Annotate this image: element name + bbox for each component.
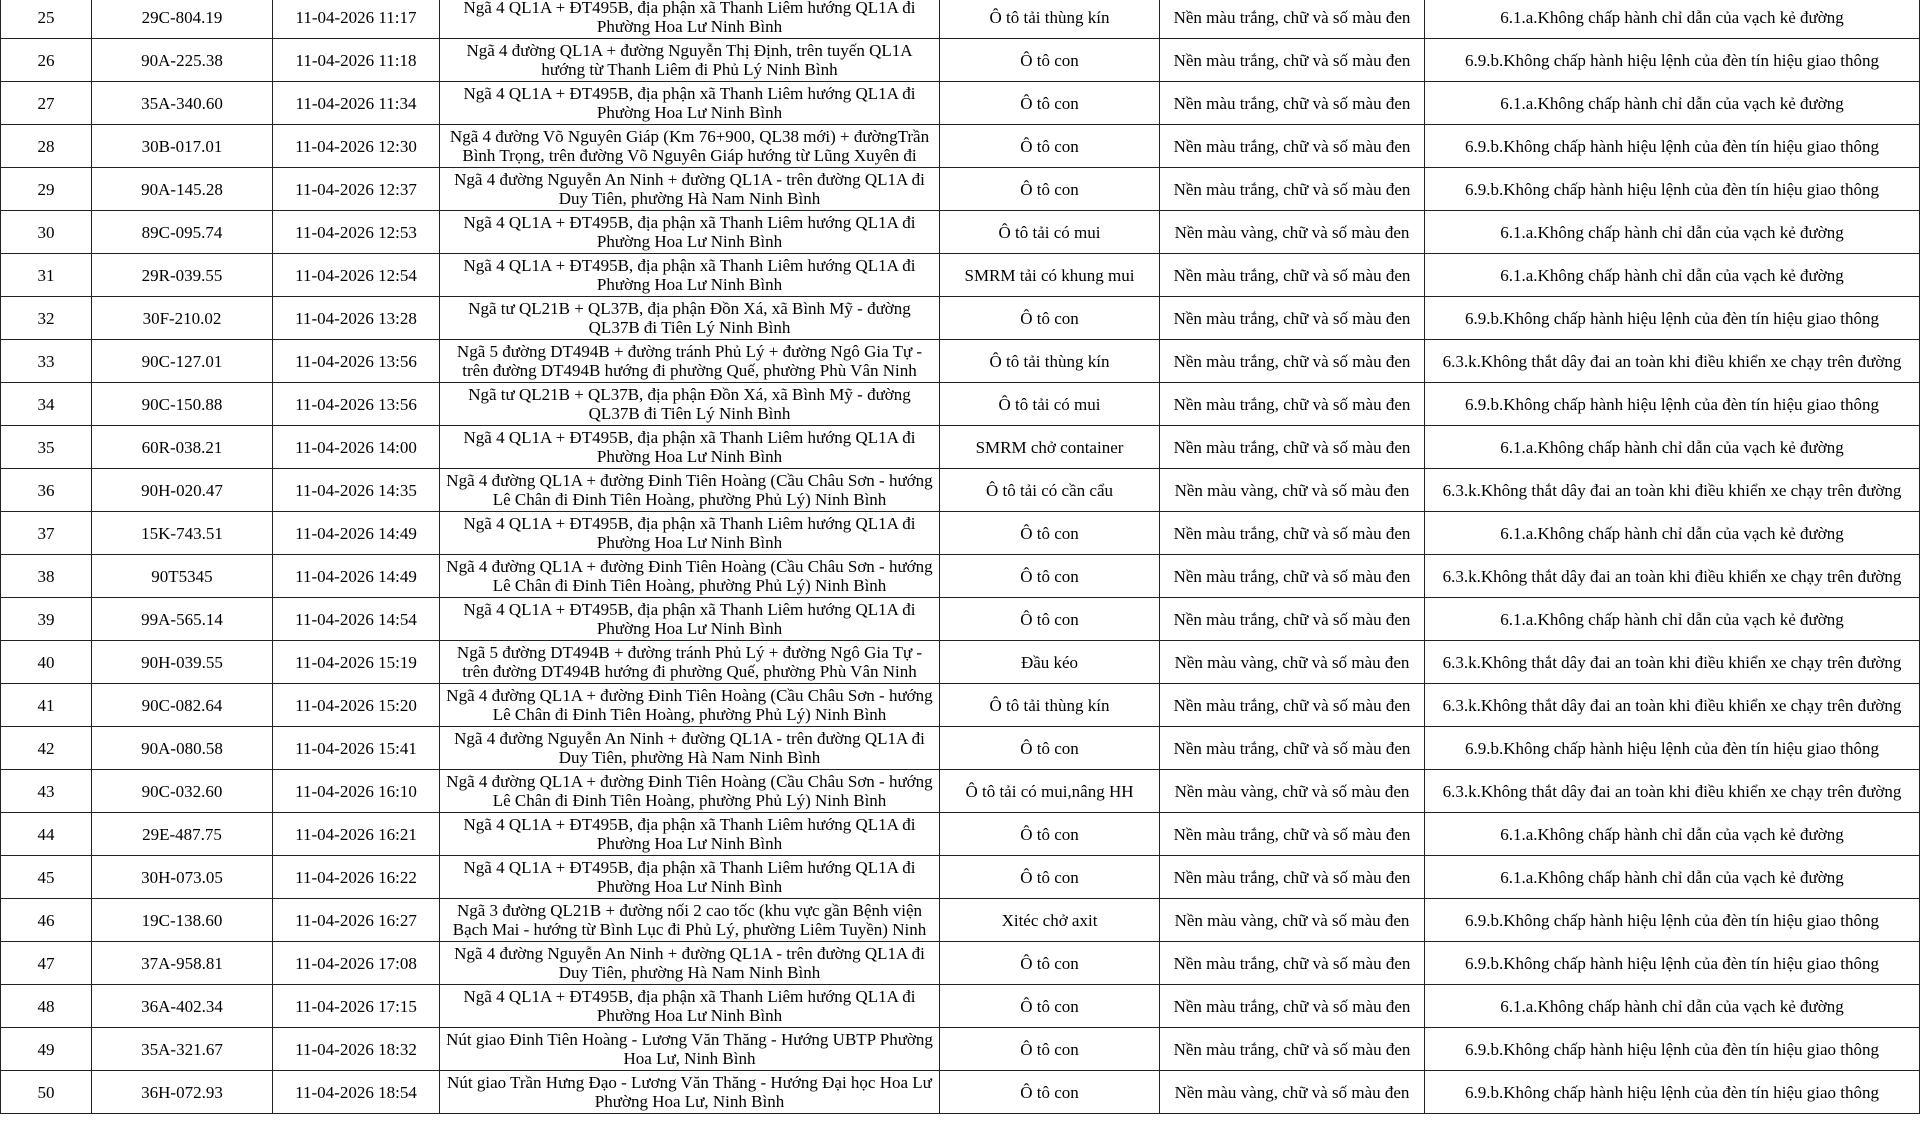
cell-timestamp: 11-04-2026 18:54: [273, 1071, 440, 1114]
cell-stt: 33: [1, 340, 92, 383]
table-row: [1, 469, 1920, 512]
cell-location: Ngã 4 QL1A + ĐT495B, địa phận xã Thanh Liêm hướng QL1A đi Phường Hoa Lư Ninh Bình: [440, 813, 940, 856]
cell-plate-color: Nền màu trắng, chữ và số màu đen: [1160, 684, 1425, 727]
cell-location: Ngã 5 đường DT494B + đường tránh Phủ Lý + đường Ngô Gia Tự - trên đường DT494B hướng đi phường Quế, phường Phù Vân Ninh: [440, 641, 940, 684]
cell-stt: 32: [1, 297, 92, 340]
cell-timestamp: 11-04-2026 15:41: [273, 727, 440, 770]
cell-violation: 6.1.a.Không chấp hành chỉ dẫn của vạch kẻ đường: [1425, 856, 1920, 899]
cell-vehicle-type: Ô tô tải thùng kín: [940, 684, 1160, 727]
cell-vehicle-type: SMRM chở container: [940, 426, 1160, 469]
cell-timestamp: 11-04-2026 16:27: [273, 899, 440, 942]
cell-timestamp: 11-04-2026 16:21: [273, 813, 440, 856]
cell-plate-color: Nền màu vàng, chữ và số màu đen: [1160, 211, 1425, 254]
cell-vehicle-type: Ô tô con: [940, 125, 1160, 168]
table-row: [1, 0, 1920, 39]
cell-vehicle-type: Đầu kéo: [940, 641, 1160, 684]
cell-violation: 6.9.b.Không chấp hành hiệu lệnh của đèn tín hiệu giao thông: [1425, 1071, 1920, 1114]
cell-vehicle-type: Ô tô tải thùng kín: [940, 0, 1160, 39]
cell-plate-color: Nền màu trắng, chữ và số màu đen: [1160, 942, 1425, 985]
cell-timestamp: 11-04-2026 14:54: [273, 598, 440, 641]
cell-stt: 34: [1, 383, 92, 426]
cell-stt: 29: [1, 168, 92, 211]
cell-location: Ngã 4 QL1A + ĐT495B, địa phận xã Thanh Liêm hướng QL1A đi Phường Hoa Lư Ninh Bình: [440, 512, 940, 555]
cell-violation: 6.9.b.Không chấp hành hiệu lệnh của đèn tín hiệu giao thông: [1425, 168, 1920, 211]
cell-plate-number: 90C-032.60: [92, 770, 273, 813]
cell-plate-number: 90H-039.55: [92, 641, 273, 684]
cell-vehicle-type: SMRM tải có khung mui: [940, 254, 1160, 297]
cell-vehicle-type: Ô tô con: [940, 1071, 1160, 1114]
cell-plate-color: Nền màu trắng, chữ và số màu đen: [1160, 727, 1425, 770]
table-row: [1, 598, 1920, 641]
cell-vehicle-type: Ô tô con: [940, 1028, 1160, 1071]
table-row: [1, 512, 1920, 555]
table-row: [1, 727, 1920, 770]
cell-vehicle-type: Ô tô con: [940, 856, 1160, 899]
cell-location: Ngã 4 QL1A + ĐT495B, địa phận xã Thanh Liêm hướng QL1A đi Phường Hoa Lư Ninh Bình: [440, 856, 940, 899]
cell-location: Ngã 4 QL1A + ĐT495B, địa phận xã Thanh Liêm hướng QL1A đi Phường Hoa Lư Ninh Bình: [440, 598, 940, 641]
table-row: [1, 684, 1920, 727]
cell-location: Ngã 4 đường Nguyễn An Ninh + đường QL1A - trên đường QL1A đi Duy Tiên, phường Hà Nam Ninh Bình: [440, 942, 940, 985]
cell-location: Ngã 4 đường QL1A + đường Đinh Tiên Hoàng (Cầu Châu Sơn - hướng Lê Chân đi Đinh Tiên Hoàng, phường Phủ Lý) Ninh Bình: [440, 684, 940, 727]
cell-timestamp: 11-04-2026 13:56: [273, 340, 440, 383]
cell-location: Ngã 4 QL1A + ĐT495B, địa phận xã Thanh Liêm hướng QL1A đi Phường Hoa Lư Ninh Bình: [440, 426, 940, 469]
cell-stt: 26: [1, 39, 92, 82]
cell-location: Nút giao Trần Hưng Đạo - Lương Văn Thăng - Hướng Đại học Hoa Lư Phường Hoa Lư, Ninh Bình: [440, 1071, 940, 1114]
cell-stt: 25: [1, 0, 92, 39]
cell-stt: 39: [1, 598, 92, 641]
table-body: [1, 0, 1920, 1114]
cell-plate-number: 30B-017.01: [92, 125, 273, 168]
cell-vehicle-type: Ô tô con: [940, 985, 1160, 1028]
cell-location: Ngã 4 đường QL1A + đường Nguyễn Thị Định, trên tuyến QL1A hướng từ Thanh Liêm đi Phủ Lý Ninh Bình: [440, 39, 940, 82]
cell-plate-number: 30F-210.02: [92, 297, 273, 340]
cell-plate-number: 90A-145.28: [92, 168, 273, 211]
cell-vehicle-type: Ô tô con: [940, 82, 1160, 125]
cell-plate-color: Nền màu trắng, chữ và số màu đen: [1160, 426, 1425, 469]
table-row: [1, 125, 1920, 168]
cell-plate-color: Nền màu vàng, chữ và số màu đen: [1160, 641, 1425, 684]
cell-plate-color: Nền màu vàng, chữ và số màu đen: [1160, 1071, 1425, 1114]
cell-violation: 6.1.a.Không chấp hành chỉ dẫn của vạch kẻ đường: [1425, 426, 1920, 469]
cell-location: Ngã 4 QL1A + ĐT495B, địa phận xã Thanh Liêm hướng QL1A đi Phường Hoa Lư Ninh Bình: [440, 254, 940, 297]
table-row: [1, 770, 1920, 813]
cell-timestamp: 11-04-2026 12:53: [273, 211, 440, 254]
cell-plate-number: 19C-138.60: [92, 899, 273, 942]
cell-violation: 6.9.b.Không chấp hành hiệu lệnh của đèn tín hiệu giao thông: [1425, 899, 1920, 942]
cell-plate-color: Nền màu trắng, chữ và số màu đen: [1160, 555, 1425, 598]
cell-timestamp: 11-04-2026 12:30: [273, 125, 440, 168]
cell-vehicle-type: Ô tô con: [940, 512, 1160, 555]
cell-stt: 36: [1, 469, 92, 512]
cell-violation: 6.9.b.Không chấp hành hiệu lệnh của đèn tín hiệu giao thông: [1425, 125, 1920, 168]
cell-timestamp: 11-04-2026 17:08: [273, 942, 440, 985]
cell-violation: 6.1.a.Không chấp hành chỉ dẫn của vạch kẻ đường: [1425, 512, 1920, 555]
cell-stt: 42: [1, 727, 92, 770]
cell-violation: 6.1.a.Không chấp hành chỉ dẫn của vạch kẻ đường: [1425, 598, 1920, 641]
cell-plate-number: 60R-038.21: [92, 426, 273, 469]
cell-timestamp: 11-04-2026 11:34: [273, 82, 440, 125]
cell-stt: 45: [1, 856, 92, 899]
cell-location: Ngã 4 QL1A + ĐT495B, địa phận xã Thanh Liêm hướng QL1A đi Phường Hoa Lư Ninh Bình: [440, 985, 940, 1028]
cell-plate-color: Nền màu trắng, chữ và số màu đen: [1160, 39, 1425, 82]
cell-plate-color: Nền màu trắng, chữ và số màu đen: [1160, 168, 1425, 211]
cell-plate-number: 90A-225.38: [92, 39, 273, 82]
cell-vehicle-type: Ô tô con: [940, 813, 1160, 856]
cell-violation: 6.1.a.Không chấp hành chỉ dẫn của vạch kẻ đường: [1425, 82, 1920, 125]
cell-violation: 6.1.a.Không chấp hành chỉ dẫn của vạch kẻ đường: [1425, 985, 1920, 1028]
table-row: [1, 426, 1920, 469]
cell-timestamp: 11-04-2026 11:18: [273, 39, 440, 82]
table-row: [1, 1071, 1920, 1114]
cell-plate-color: Nền màu trắng, chữ và số màu đen: [1160, 254, 1425, 297]
cell-plate-number: 90C-127.01: [92, 340, 273, 383]
cell-plate-number: 99A-565.14: [92, 598, 273, 641]
cell-location: Ngã 4 đường Nguyễn An Ninh + đường QL1A - trên đường QL1A đi Duy Tiên, phường Hà Nam Ninh Bình: [440, 168, 940, 211]
cell-stt: 46: [1, 899, 92, 942]
cell-plate-color: Nền màu trắng, chữ và số màu đen: [1160, 856, 1425, 899]
cell-violation: 6.1.a.Không chấp hành chỉ dẫn của vạch kẻ đường: [1425, 254, 1920, 297]
cell-violation: 6.3.k.Không thắt dây đai an toàn khi điều khiển xe chạy trên đường: [1425, 684, 1920, 727]
cell-stt: 37: [1, 512, 92, 555]
cell-vehicle-type: Xitéc chở axit: [940, 899, 1160, 942]
cell-vehicle-type: Ô tô tải có mui: [940, 211, 1160, 254]
cell-stt: 41: [1, 684, 92, 727]
cell-stt: 43: [1, 770, 92, 813]
table-row: [1, 985, 1920, 1028]
cell-plate-color: Nền màu trắng, chữ và số màu đen: [1160, 512, 1425, 555]
cell-timestamp: 11-04-2026 12:37: [273, 168, 440, 211]
cell-plate-number: 36H-072.93: [92, 1071, 273, 1114]
cell-plate-number: 36A-402.34: [92, 985, 273, 1028]
cell-stt: 28: [1, 125, 92, 168]
cell-timestamp: 11-04-2026 18:32: [273, 1028, 440, 1071]
cell-violation: 6.9.b.Không chấp hành hiệu lệnh của đèn tín hiệu giao thông: [1425, 383, 1920, 426]
cell-location: Ngã 4 QL1A + ĐT495B, địa phận xã Thanh Liêm hướng QL1A đi Phường Hoa Lư Ninh Bình: [440, 0, 940, 39]
cell-vehicle-type: Ô tô tải thùng kín: [940, 340, 1160, 383]
cell-timestamp: 11-04-2026 14:49: [273, 512, 440, 555]
cell-vehicle-type: Ô tô con: [940, 555, 1160, 598]
cell-stt: 38: [1, 555, 92, 598]
cell-timestamp: 11-04-2026 13:28: [273, 297, 440, 340]
table-row: [1, 168, 1920, 211]
table-row: [1, 39, 1920, 82]
cell-plate-number: 35A-340.60: [92, 82, 273, 125]
cell-stt: 44: [1, 813, 92, 856]
cell-plate-color: Nền màu trắng, chữ và số màu đen: [1160, 598, 1425, 641]
table-row: [1, 1028, 1920, 1071]
cell-timestamp: 11-04-2026 14:49: [273, 555, 440, 598]
cell-timestamp: 11-04-2026 11:17: [273, 0, 440, 39]
table-row: [1, 856, 1920, 899]
table-row: [1, 942, 1920, 985]
cell-vehicle-type: Ô tô con: [940, 598, 1160, 641]
table-row: [1, 211, 1920, 254]
cell-location: Ngã 4 QL1A + ĐT495B, địa phận xã Thanh Liêm hướng QL1A đi Phường Hoa Lư Ninh Bình: [440, 211, 940, 254]
cell-plate-color: Nền màu trắng, chữ và số màu đen: [1160, 297, 1425, 340]
cell-violation: 6.9.b.Không chấp hành hiệu lệnh của đèn tín hiệu giao thông: [1425, 39, 1920, 82]
cell-vehicle-type: Ô tô con: [940, 168, 1160, 211]
table-row: [1, 254, 1920, 297]
cell-violation: 6.3.k.Không thắt dây đai an toàn khi điều khiển xe chạy trên đường: [1425, 555, 1920, 598]
cell-vehicle-type: Ô tô con: [940, 297, 1160, 340]
cell-location: Ngã 4 đường Nguyễn An Ninh + đường QL1A - trên đường QL1A đi Duy Tiên, phường Hà Nam Ninh Bình: [440, 727, 940, 770]
cell-plate-color: Nền màu trắng, chữ và số màu đen: [1160, 1028, 1425, 1071]
cell-timestamp: 11-04-2026 15:20: [273, 684, 440, 727]
cell-timestamp: 11-04-2026 16:22: [273, 856, 440, 899]
cell-timestamp: 11-04-2026 16:10: [273, 770, 440, 813]
table-row: [1, 555, 1920, 598]
cell-stt: 31: [1, 254, 92, 297]
cell-plate-color: Nền màu trắng, chữ và số màu đen: [1160, 82, 1425, 125]
cell-stt: 27: [1, 82, 92, 125]
table-row: [1, 899, 1920, 942]
cell-location: Nút giao Đinh Tiên Hoàng - Lương Văn Thăng - Hướng UBTP Phường Hoa Lư, Ninh Bình: [440, 1028, 940, 1071]
cell-location: Ngã 4 đường Võ Nguyên Giáp (Km 76+900, QL38 mới) + đườngTrần Bình Trọng, trên đường Võ Nguyên Giáp hướng từ Lũng Xuyên đi: [440, 125, 940, 168]
cell-vehicle-type: Ô tô con: [940, 942, 1160, 985]
cell-violation: 6.3.k.Không thắt dây đai an toàn khi điều khiển xe chạy trên đường: [1425, 340, 1920, 383]
cell-plate-number: 29R-039.55: [92, 254, 273, 297]
cell-stt: 47: [1, 942, 92, 985]
cell-violation: 6.9.b.Không chấp hành hiệu lệnh của đèn tín hiệu giao thông: [1425, 942, 1920, 985]
cell-location: Ngã 3 đường QL21B + đường nối 2 cao tốc (khu vực gần Bệnh viện Bạch Mai - hướng từ Bình Lục đi Phủ Lý, phường Liêm Tuyền) Ninh: [440, 899, 940, 942]
table-row: [1, 82, 1920, 125]
cell-stt: 35: [1, 426, 92, 469]
cell-timestamp: 11-04-2026 14:35: [273, 469, 440, 512]
cell-plate-color: Nền màu vàng, chữ và số màu đen: [1160, 899, 1425, 942]
cell-plate-number: 90A-080.58: [92, 727, 273, 770]
cell-plate-number: 30H-073.05: [92, 856, 273, 899]
cell-plate-number: 90T5345: [92, 555, 273, 598]
cell-stt: 48: [1, 985, 92, 1028]
cell-violation: 6.1.a.Không chấp hành chỉ dẫn của vạch kẻ đường: [1425, 211, 1920, 254]
cell-timestamp: 11-04-2026 17:15: [273, 985, 440, 1028]
cell-violation: 6.3.k.Không thắt dây đai an toàn khi điều khiển xe chạy trên đường: [1425, 641, 1920, 684]
cell-vehicle-type: Ô tô tải có mui,nâng HH: [940, 770, 1160, 813]
cell-violation: 6.3.k.Không thắt dây đai an toàn khi điều khiển xe chạy trên đường: [1425, 469, 1920, 512]
table-row: [1, 383, 1920, 426]
cell-timestamp: 11-04-2026 12:54: [273, 254, 440, 297]
cell-violation: 6.9.b.Không chấp hành hiệu lệnh của đèn tín hiệu giao thông: [1425, 297, 1920, 340]
cell-plate-color: Nền màu trắng, chữ và số màu đen: [1160, 985, 1425, 1028]
cell-location: Ngã 4 đường QL1A + đường Đinh Tiên Hoàng (Cầu Châu Sơn - hướng Lê Chân đi Đinh Tiên Hoàng, phường Phủ Lý) Ninh Bình: [440, 555, 940, 598]
cell-location: Ngã 5 đường DT494B + đường tránh Phủ Lý + đường Ngô Gia Tự - trên đường DT494B hướng đi phường Quế, phường Phù Vân Ninh: [440, 340, 940, 383]
cell-plate-number: 15K-743.51: [92, 512, 273, 555]
table-row: [1, 297, 1920, 340]
cell-timestamp: 11-04-2026 15:19: [273, 641, 440, 684]
cell-plate-color: Nền màu vàng, chữ và số màu đen: [1160, 770, 1425, 813]
cell-plate-color: Nền màu trắng, chữ và số màu đen: [1160, 0, 1425, 39]
cell-vehicle-type: Ô tô con: [940, 727, 1160, 770]
table-row: [1, 813, 1920, 856]
cell-location: Ngã 4 đường QL1A + đường Đinh Tiên Hoàng (Cầu Châu Sơn - hướng Lê Chân đi Đinh Tiên Hoàng, phường Phủ Lý) Ninh Bình: [440, 469, 940, 512]
cell-location: Ngã tư QL21B + QL37B, địa phận Đồn Xá, xã Bình Mỹ - đường QL37B đi Tiên Lý Ninh Bình: [440, 297, 940, 340]
table-row: [1, 641, 1920, 684]
cell-location: Ngã 4 đường QL1A + đường Đinh Tiên Hoàng (Cầu Châu Sơn - hướng Lê Chân đi Đinh Tiên Hoàng, phường Phủ Lý) Ninh Bình: [440, 770, 940, 813]
cell-plate-color: Nền màu vàng, chữ và số màu đen: [1160, 469, 1425, 512]
cell-plate-number: 90C-082.64: [92, 684, 273, 727]
cell-plate-color: Nền màu trắng, chữ và số màu đen: [1160, 125, 1425, 168]
cell-timestamp: 11-04-2026 14:00: [273, 426, 440, 469]
cell-vehicle-type: Ô tô con: [940, 39, 1160, 82]
cell-plate-number: 35A-321.67: [92, 1028, 273, 1071]
cell-plate-number: 37A-958.81: [92, 942, 273, 985]
cell-location: Ngã tư QL21B + QL37B, địa phận Đồn Xá, xã Bình Mỹ - đường QL37B đi Tiên Lý Ninh Bình: [440, 383, 940, 426]
cell-vehicle-type: Ô tô tải có mui: [940, 383, 1160, 426]
cell-stt: 49: [1, 1028, 92, 1071]
cell-violation: 6.3.k.Không thắt dây đai an toàn khi điều khiển xe chạy trên đường: [1425, 770, 1920, 813]
cell-timestamp: 11-04-2026 13:56: [273, 383, 440, 426]
cell-stt: 40: [1, 641, 92, 684]
cell-vehicle-type: Ô tô tải có cần cẩu: [940, 469, 1160, 512]
cell-plate-color: Nền màu trắng, chữ và số màu đen: [1160, 383, 1425, 426]
cell-plate-color: Nền màu trắng, chữ và số màu đen: [1160, 813, 1425, 856]
cell-violation: 6.1.a.Không chấp hành chỉ dẫn của vạch kẻ đường: [1425, 0, 1920, 39]
table-row: [1, 340, 1920, 383]
cell-plate-number: 29C-804.19: [92, 0, 273, 39]
cell-location: Ngã 4 QL1A + ĐT495B, địa phận xã Thanh Liêm hướng QL1A đi Phường Hoa Lư Ninh Bình: [440, 82, 940, 125]
cell-plate-number: 29E-487.75: [92, 813, 273, 856]
cell-violation: 6.9.b.Không chấp hành hiệu lệnh của đèn tín hiệu giao thông: [1425, 727, 1920, 770]
cell-plate-color: Nền màu trắng, chữ và số màu đen: [1160, 340, 1425, 383]
cell-stt: 50: [1, 1071, 92, 1114]
cell-plate-number: 90C-150.88: [92, 383, 273, 426]
cell-violation: 6.1.a.Không chấp hành chỉ dẫn của vạch kẻ đường: [1425, 813, 1920, 856]
cell-violation: 6.9.b.Không chấp hành hiệu lệnh của đèn tín hiệu giao thông: [1425, 1028, 1920, 1071]
cell-plate-number: 89C-095.74: [92, 211, 273, 254]
cell-plate-number: 90H-020.47: [92, 469, 273, 512]
cell-stt: 30: [1, 211, 92, 254]
